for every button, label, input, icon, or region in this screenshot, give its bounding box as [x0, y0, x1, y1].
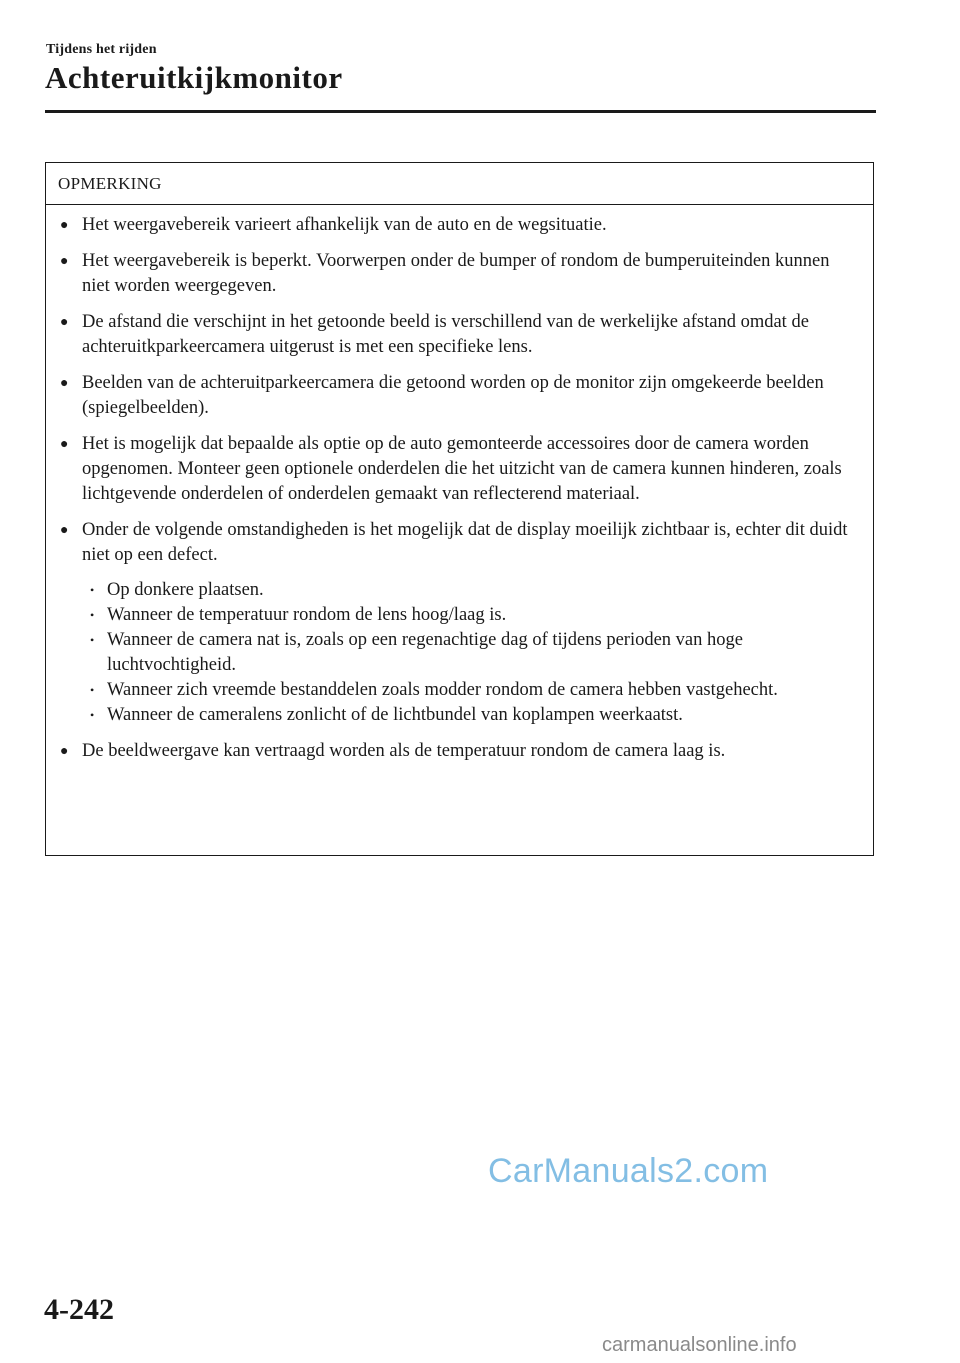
bullet-icon: ●	[60, 523, 69, 538]
page-title: Achteruitkijkmonitor	[45, 60, 343, 95]
note-item	[60, 432, 857, 507]
bullet-icon: ●	[60, 254, 69, 269]
sub-bullet-icon: •	[90, 683, 95, 697]
note-list	[46, 205, 873, 764]
sub-bullet-icon: •	[90, 708, 95, 722]
note-box	[45, 162, 874, 856]
note-item-text: Het weergavebereik is beperkt. Voorwerpen onder de bumper of rondom de bumperuiteinden kunnen niet worden weergegeven.	[82, 251, 830, 296]
sub-bullet-icon: •	[90, 633, 95, 647]
note-item	[60, 739, 857, 764]
note-item	[60, 249, 857, 299]
bullet-icon: ●	[60, 376, 69, 391]
sub-bullet-icon: •	[90, 583, 95, 597]
sub-list-item	[82, 628, 857, 678]
note-item	[60, 518, 857, 728]
sub-bullet-icon: •	[90, 608, 95, 622]
bullet-icon: ●	[60, 744, 69, 759]
sub-item-text: Op donkere plaatsen.	[107, 580, 264, 600]
bullet-icon: ●	[60, 218, 69, 233]
page-number: 4-242	[44, 1293, 114, 1326]
bullet-icon: ●	[60, 315, 69, 330]
note-item-text: De afstand die verschijnt in het getoonde beeld is verschillend van de werkelijke afstand omdat de achteruitkparkeercamera uitgerust is met een specifieke lens.	[82, 312, 809, 357]
note-item-text: Beelden van de achteruitparkeercamera die getoond worden op de monitor zijn omgekeerde beelden (spiegelbeelden).	[82, 373, 824, 418]
sub-list-item	[82, 603, 857, 628]
note-item	[60, 371, 857, 421]
condition-sub-list	[82, 578, 857, 728]
note-item-text: De beeldweergave kan vertraagd worden als de temperatuur rondom de camera laag is.	[82, 741, 726, 761]
sub-item-text: Wanneer de camera nat is, zoals op een regenachtige dag of tijdens perioden van hoge luchtvochtigheid.	[107, 630, 743, 675]
note-item	[60, 213, 857, 238]
note-item	[60, 310, 857, 360]
sub-item-text: Wanneer zich vreemde bestanddelen zoals modder rondom de camera hebben vastgehecht.	[107, 680, 778, 700]
watermark-logo: CarManuals2.com	[488, 1152, 769, 1190]
bullet-icon: ●	[60, 437, 69, 452]
note-item-text: Het is mogelijk dat bepaalde als optie op de auto gemonteerde accessoires door de camera worden opgenomen. Monteer geen optionele onderdelen die het uitzicht van de camera kunnen hinderen, zoals lichtgevende onderdelen of onderdelen gemaakt van reflecterend materiaal.	[82, 434, 842, 504]
title-divider	[45, 110, 876, 113]
sub-item-text: Wanneer de temperatuur rondom de lens hoog/laag is.	[107, 605, 507, 625]
sub-list-item	[82, 678, 857, 703]
sub-item-text: Wanneer de cameralens zonlicht of de lichtbundel van koplampen weerkaatst.	[107, 705, 683, 725]
note-heading: OPMERKING	[46, 163, 873, 205]
footer-site-link[interactable]: carmanualsonline.info	[602, 1334, 797, 1356]
section-label: Tijdens het rijden	[46, 42, 157, 57]
sub-list-item	[82, 578, 857, 603]
note-item-text: Het weergavebereik varieert afhankelijk van de auto en de wegsituatie.	[82, 215, 607, 235]
sub-list-item	[82, 703, 857, 728]
note-item-text: Onder de volgende omstandigheden is het mogelijk dat de display moeilijk zichtbaar is, echter dit duidt niet op een defect.	[82, 520, 848, 565]
